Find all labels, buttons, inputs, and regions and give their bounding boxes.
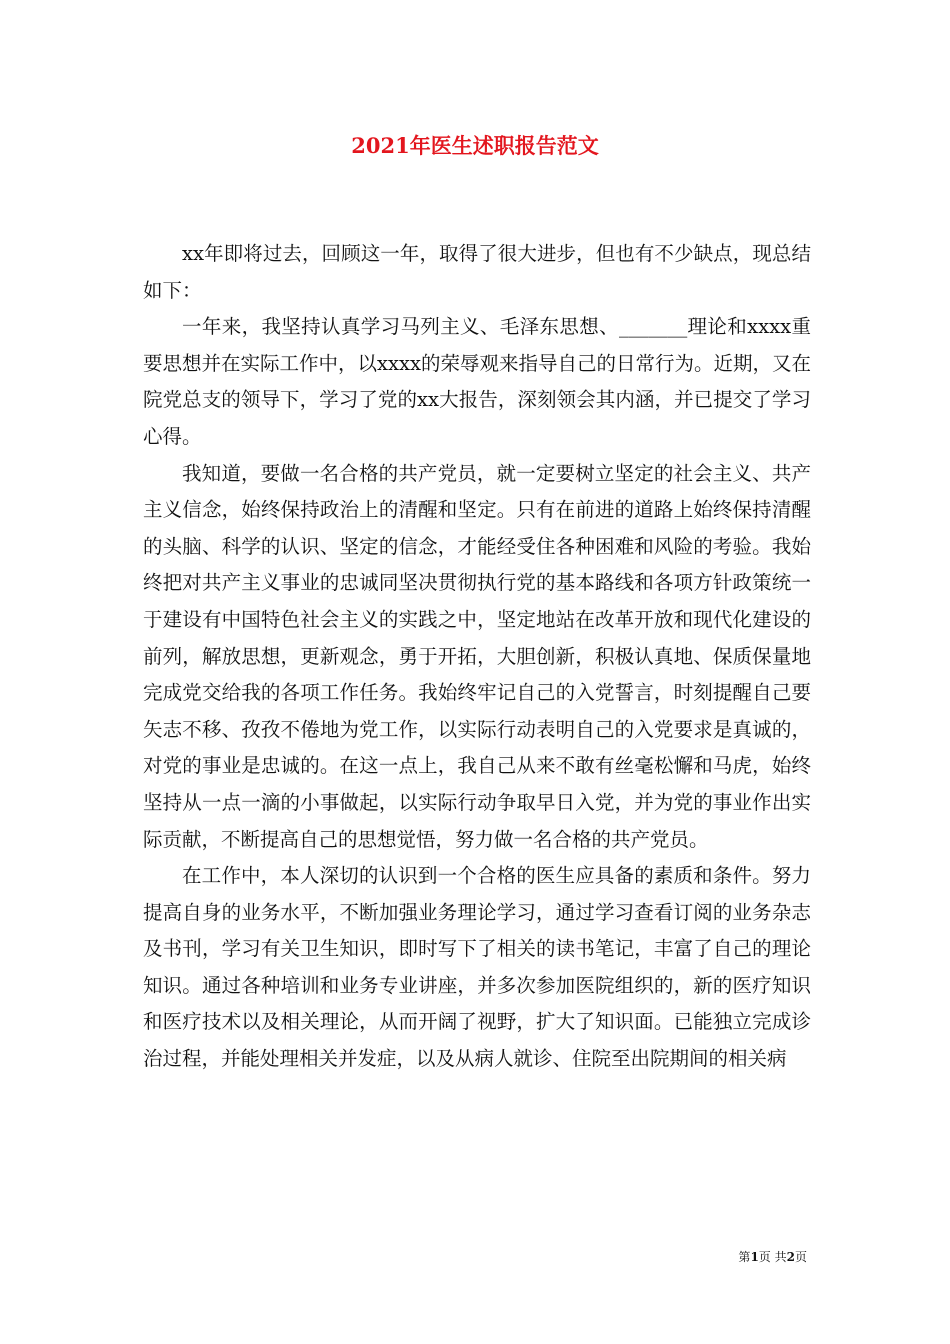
- footer-current-page: 1: [750, 1250, 759, 1264]
- footer-middle: 页 共: [758, 1250, 787, 1264]
- paragraph-intro: xx年即将过去，回顾这一年，取得了很大进步，但也有不少缺点，现总结如下：: [143, 242, 811, 302]
- footer-prefix: 第: [738, 1250, 751, 1264]
- paragraph-study: 一年来，我坚持认真学习马列主义、毛泽东思想、_______理论和xxxx重要思想并在实际工作中，以xxxx的荣辱观来指导自己的日常行为。近期，又在院党总支的领导下，学习了党的xx大报告，深刻领会其内涵，并已提交了学习心得。: [143, 315, 811, 448]
- footer-total-pages: 2: [786, 1250, 795, 1264]
- document-body: [143, 236, 811, 1078]
- paragraph-work: 在工作中，本人深切的认识到一个合格的医生应具备的素质和条件。努力提高自身的业务水平，不断加强业务理论学习，通过学习查看订阅的业务杂志及书刊，学习有关卫生知识，即时写下了相关的读书笔记，丰富了自己的理论知识。通过各种培训和业务专业讲座，并多次参加医院组织的，新的医疗知识和医疗技术以及相关理论，从而开阔了视野，扩大了知识面。已能独立完成诊治过程，并能处理相关并发症，以及从病人就诊、住院至出院期间的相关病: [143, 864, 811, 1071]
- footer-suffix: 页: [794, 1250, 807, 1264]
- page-footer: [738, 1248, 807, 1265]
- document-title: 2021年医生述职报告范文: [351, 133, 599, 158]
- paragraph-party-member: 我知道，要做一名合格的共产党员，就一定要树立坚定的社会主义、共产主义信念，始终保持政治上的清醒和坚定。只有在前进的道路上始终保持清醒的头脑、科学的认识、坚定的信念，才能经受住各种困难和风险的考验。我始终把对共产主义事业的忠诚同坚决贯彻执行党的基本路线和各项方针政策统一于建设有中国特色社会主义的实践之中，坚定地站在改革开放和现代化建设的前列，解放思想，更新观念，勇于开拓，大胆创新，积极认真地、保质保量地完成党交给我的各项工作任务。我始终牢记自己的入党誓言，时刻提醒自己要矢志不移、孜孜不倦地为党工作，以实际行动表明自己的入党要求是真诚的，对党的事业是忠诚的。在这一点上，我自己从来不敢有丝毫松懈和马虎，始终坚持从一点一滴的小事做起，以实际行动争取早日入党，并为党的事业作出实际贡献，不断提高自己的思想觉悟，努力做一名合格的共产党员。: [143, 461, 811, 851]
